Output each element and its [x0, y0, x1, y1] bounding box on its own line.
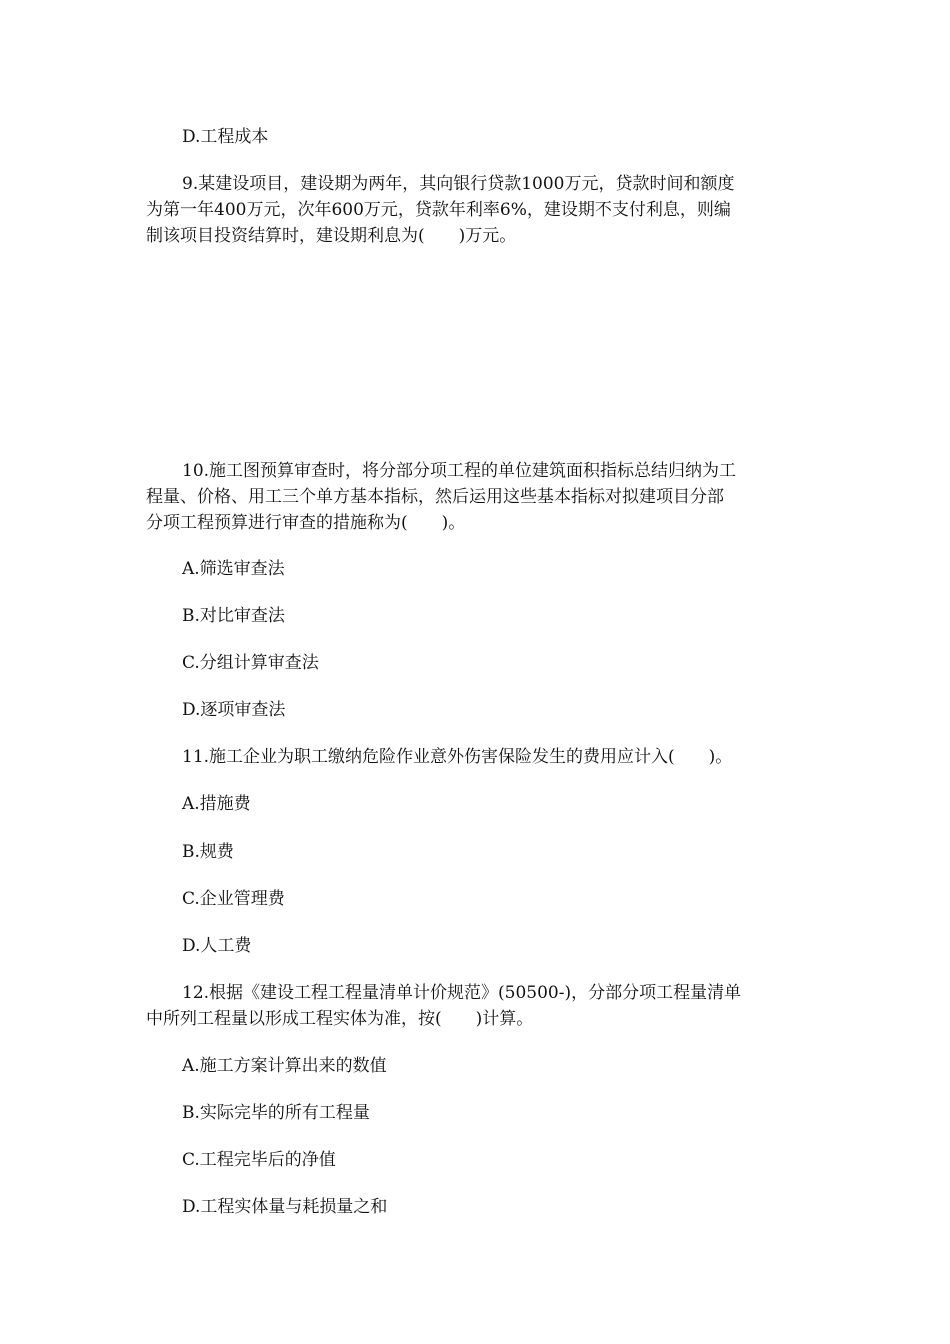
q10-option-a: A.筛选审查法 [182, 559, 285, 579]
q11-option-d: D.人工费 [182, 936, 252, 956]
q10-line-1: 10.施工图预算审查时，将分部分项工程的单位建筑面积指标总结归纳为工 [182, 461, 737, 481]
q12-option-c: C.工程完毕后的净值 [182, 1150, 336, 1170]
q12-option-b: B.实际完毕的所有工程量 [182, 1103, 370, 1123]
q11-line-1: 11.施工企业为职工缴纳危险作业意外伤害保险发生的费用应计入( )。 [182, 747, 733, 767]
q9-line-2: 为第一年400万元，次年600万元，贷款年利率6%，建设期不支付利息，则编 [146, 200, 731, 220]
q12-option-a: A.施工方案计算出来的数值 [182, 1056, 387, 1076]
q10-option-c: C.分组计算审查法 [182, 653, 319, 673]
q8-option-d: D.工程成本 [182, 127, 269, 147]
q9-line-1: 9.某建设项目，建设期为两年，其向银行贷款1000万元，贷款时间和额度 [182, 174, 735, 194]
q11-option-b: B.规费 [182, 842, 234, 862]
q12-line-1: 12.根据《建设工程工程量清单计价规范》(50500-)，分部分项工程量清单 [182, 983, 742, 1003]
q10-line-2: 程量、价格、用工三个单方基本指标，然后运用这些基本指标对拟建项目分部 [146, 487, 724, 507]
q10-option-d: D.逐项审查法 [182, 700, 286, 720]
q12-option-d: D.工程实体量与耗损量之和 [182, 1197, 388, 1217]
q11-option-c: C.企业管理费 [182, 889, 285, 909]
q9-line-3: 制该项目投资结算时，建设期利息为( )万元。 [146, 226, 517, 246]
q12-line-2: 中所列工程量以形成工程实体为准，按( )计算。 [146, 1009, 534, 1029]
q10-option-b: B.对比审查法 [182, 606, 285, 626]
q10-line-3: 分项工程预算进行审查的措施称为( )。 [146, 513, 466, 533]
q11-option-a: A.措施费 [182, 794, 251, 814]
